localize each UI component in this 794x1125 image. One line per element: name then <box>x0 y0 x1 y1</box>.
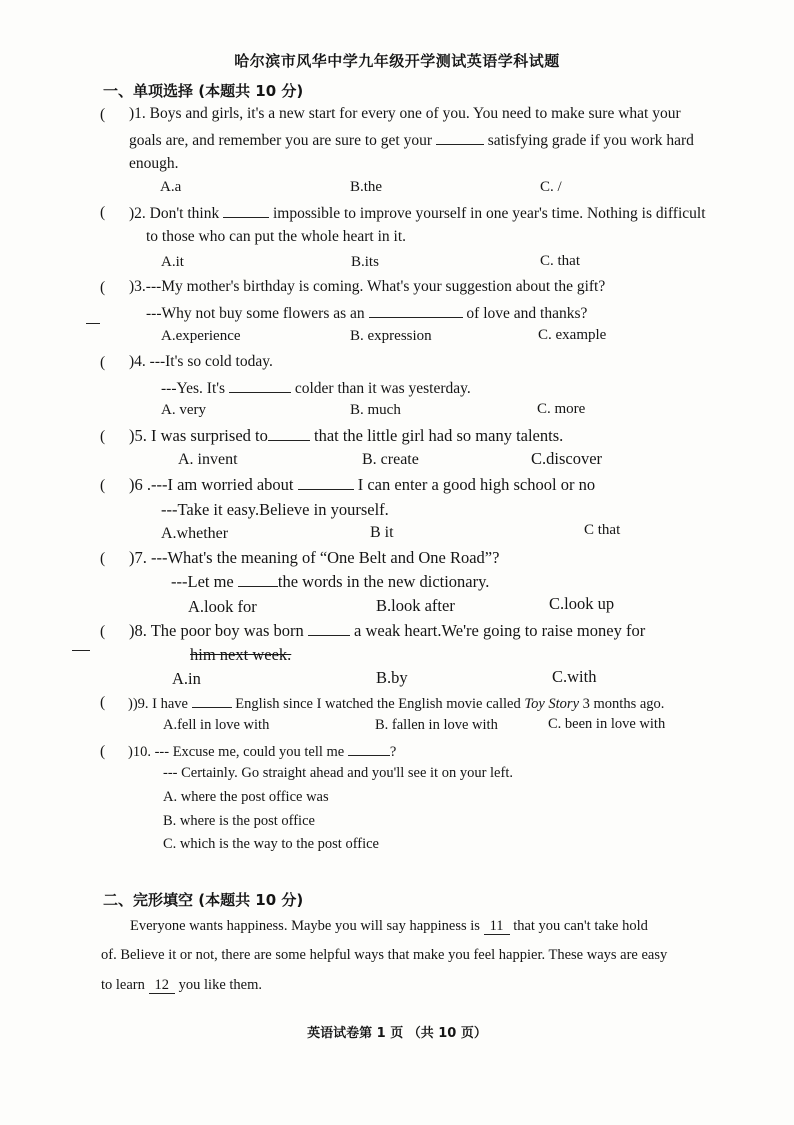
answer-paren-8: ( <box>100 623 106 640</box>
q7-option-a: A.look for <box>188 597 257 616</box>
q3-option-b: B. expression <box>350 328 432 344</box>
q2-option-c: C. that <box>540 253 580 269</box>
q4-line1: )4. ---It's so cold today. <box>129 353 273 370</box>
q5-option-c: C.discover <box>531 449 603 468</box>
q7-option-b: B.look after <box>376 596 455 615</box>
cloze-blank-11: 11 <box>484 918 510 935</box>
q10-line1: )10. --- Excuse me, could you tell me ? <box>128 741 396 761</box>
answer-paren-7: ( <box>100 550 106 567</box>
q6-blank <box>298 475 354 490</box>
q4-line2: ---Yes. It's colder than it was yesterday. <box>161 380 471 397</box>
q5-option-b: B. create <box>362 451 419 468</box>
answer-paren-2: ( <box>100 204 106 221</box>
q1-blank <box>436 130 484 145</box>
q8-line1: )8. The poor boy was born a weak heart.We're going to raise money for <box>129 621 646 640</box>
q1-line1: )1. Boys and girls, it's a new start for every one of you. You need to make sure what your <box>129 105 681 122</box>
q5-option-a: A. invent <box>178 451 238 468</box>
q1-option-a: A.a <box>160 179 182 195</box>
q2-line1: )2. Don't think impossible to improve yourself in one year's time. Nothing is difficult <box>129 205 706 222</box>
answer-paren-5: ( <box>100 428 106 445</box>
q10-option-c: C. which is the way to the post office <box>163 836 379 852</box>
answer-paren-3: ( <box>100 279 106 296</box>
q9-option-c: C. been in love with <box>548 716 666 732</box>
q9-blank <box>192 693 232 708</box>
q2-option-a: A.it <box>161 254 184 270</box>
q10-blank <box>348 741 390 756</box>
q8-option-a: A.in <box>172 669 201 688</box>
q1-line2: goals are, and remember you are sure to get your satisfying grade if you work hard <box>129 132 694 149</box>
margin-mark <box>72 650 90 651</box>
q9-option-b: B. fallen in love with <box>375 717 498 733</box>
q2-line2: to those who can put the whole heart in it. <box>146 228 406 245</box>
q7-line1: )7. ---What's the meaning of “One Belt and One Road”? <box>129 548 500 567</box>
q6-option-c: C that <box>584 522 621 538</box>
q10-option-a: A. where the post office was <box>163 789 329 805</box>
q3-blank <box>369 303 463 318</box>
q8-line2: him next week. <box>190 645 292 664</box>
section-1-heading: 一、单项选择 (本题共 10 分) <box>103 82 304 100</box>
q3-line2: ---Why not buy some flowers as an of love and thanks? <box>146 305 588 322</box>
q1-option-b: B.the <box>350 179 383 195</box>
cloze-line3: to learn 12 you like them. <box>101 977 263 993</box>
answer-paren-6: ( <box>100 477 106 494</box>
q7-line2: ---Let me the words in the new dictionary. <box>171 572 490 591</box>
q9-line1: ))9. I have English since I watched the English movie called Toy Story 3 months ago. <box>128 693 664 713</box>
q4-blank <box>229 378 291 393</box>
q4-option-b: B. much <box>350 402 401 418</box>
q1-option-c: C. / <box>540 179 562 195</box>
q5-line1: )5. I was surprised to that the little girl had so many talents. <box>129 426 564 445</box>
q4-option-c: C. more <box>537 401 586 417</box>
cloze-line1: Everyone wants happiness. Maybe you will say happiness is 11 that you can't take hold <box>130 918 648 934</box>
q3-option-a: A.experience <box>161 328 241 344</box>
q2-option-b: B.its <box>351 254 379 270</box>
page-footer: 英语试卷第 1 页 （共 10 页） <box>307 1026 487 1041</box>
q8-option-b: B.by <box>376 668 408 687</box>
q7-option-c: C.look up <box>549 594 615 613</box>
q8-blank <box>308 621 350 636</box>
q1-line3: enough. <box>129 155 179 172</box>
exam-title: 哈尔滨市风华中学九年级开学测试英语学科试题 <box>234 52 560 70</box>
q4-option-a: A. very <box>161 402 206 418</box>
q2-blank <box>223 203 269 218</box>
answer-paren-1: ( <box>100 106 106 123</box>
answer-paren-9: ( <box>100 694 106 711</box>
q6-option-a: A.whether <box>161 525 229 542</box>
q9-option-a: A.fell in love with <box>163 717 270 733</box>
q6-line2: ---Take it easy.Believe in yourself. <box>161 500 389 519</box>
q3-line1: )3.---My mother's birthday is coming. What's your suggestion about the gift? <box>129 278 606 295</box>
answer-paren-10: ( <box>100 743 106 760</box>
q6-option-b: B it <box>370 524 394 541</box>
q5-blank <box>268 426 310 441</box>
q3-option-c: C. example <box>538 327 607 343</box>
q7-blank <box>238 572 278 587</box>
cloze-blank-12: 12 <box>149 977 176 994</box>
q6-line1: )6 .---I am worried about I can enter a good high school or no <box>129 475 596 494</box>
q10-line2: --- Certainly. Go straight ahead and you'll see it on your left. <box>163 765 513 781</box>
q10-option-b: B. where is the post office <box>163 813 315 829</box>
section-2-heading: 二、完形填空 (本题共 10 分) <box>103 891 304 909</box>
q8-option-c: C.with <box>552 667 597 686</box>
cloze-line2: of. Believe it or not, there are some helpful ways that make you feel happier. These ways are easy <box>101 947 668 963</box>
answer-paren-4: ( <box>100 354 106 371</box>
margin-mark <box>86 323 100 324</box>
